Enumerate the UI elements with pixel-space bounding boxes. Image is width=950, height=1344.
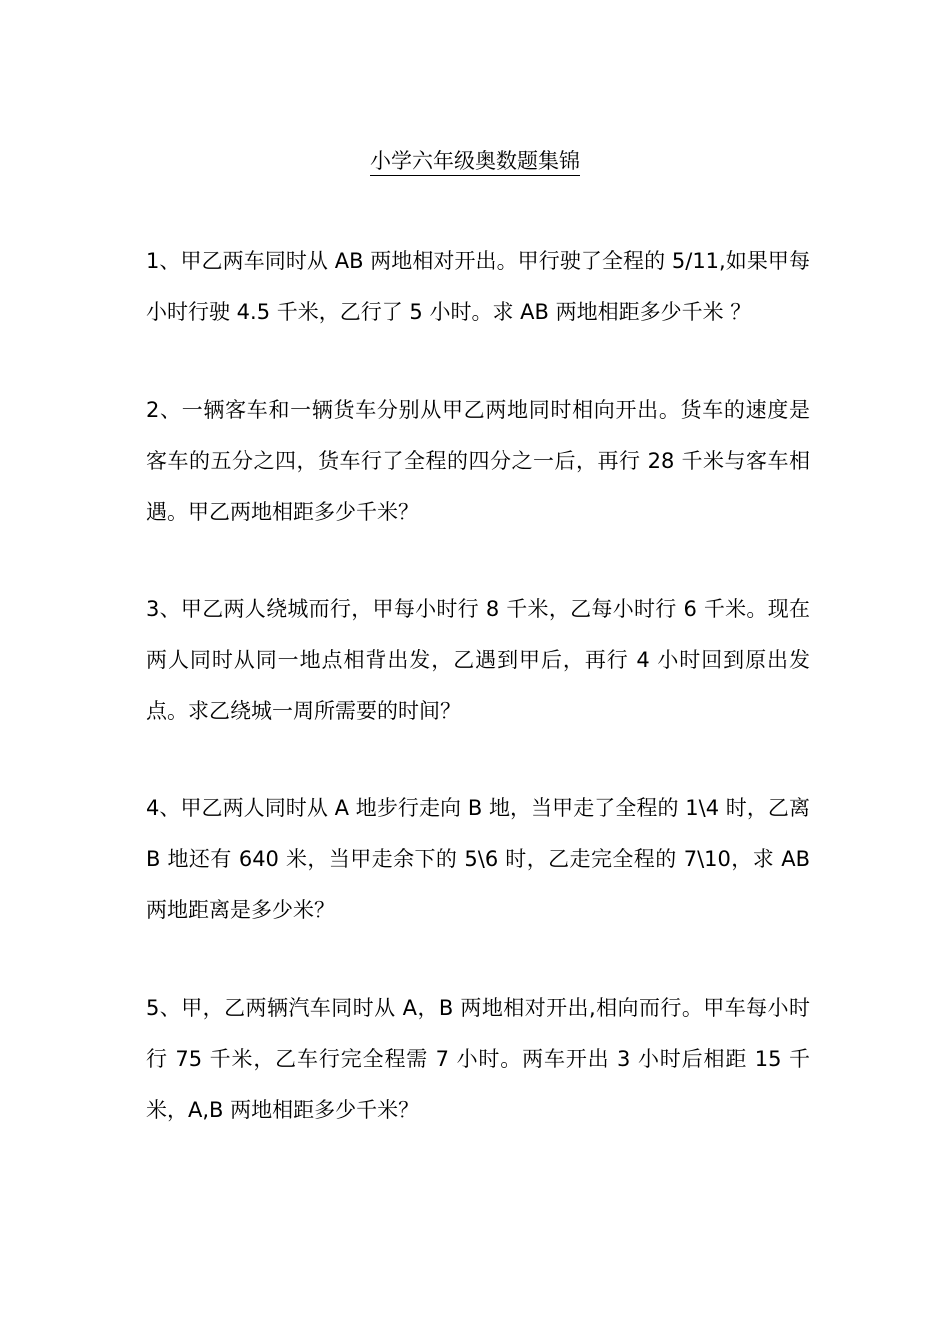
problem-4: 4、甲乙两人同时从 A 地步行走向 B 地，当甲走了全程的 1\4 时，乙离 B 地还有 640 米，当甲走余下的 5\6 时，乙走完全程的 7\10，求 AB 两地距离是多少米？ (146, 796, 810, 922)
document-title-text: 小学六年级奥数题集锦 (370, 147, 580, 176)
problem-1: 1、甲乙两车同时从 AB 两地相对开出。甲行驶了全程的 5/11,如果甲每小时行驶 4.5 千米，乙行了 5 小时。求 AB 两地相距多少千米 ？ (146, 249, 810, 324)
problem-2: 2、一辆客车和一辆货车分别从甲乙两地同时相向开出。货车的速度是客车的五分之四，货车行了全程的四分之一后，再行 28 千米与客车相遇。甲乙两地相距多少千米？ (146, 398, 810, 524)
problem-3: 3、甲乙两人绕城而行，甲每小时行 8 千米，乙每小时行 6 千米。现在两人同时从同一地点相背出发，乙遇到甲后，再行 4 小时回到原出发点。求乙绕城一周所需要的时间？ (146, 597, 810, 723)
problem-5: 5、甲，乙两辆汽车同时从 A，B 两地相对开出,相向而行。甲车每小时行 75 千米，乙车行完全程需 7 小时。两车开出 3 小时后相距 15 千米，A,B 两地相距多少千米？ (146, 996, 810, 1122)
document-title (0, 146, 950, 176)
